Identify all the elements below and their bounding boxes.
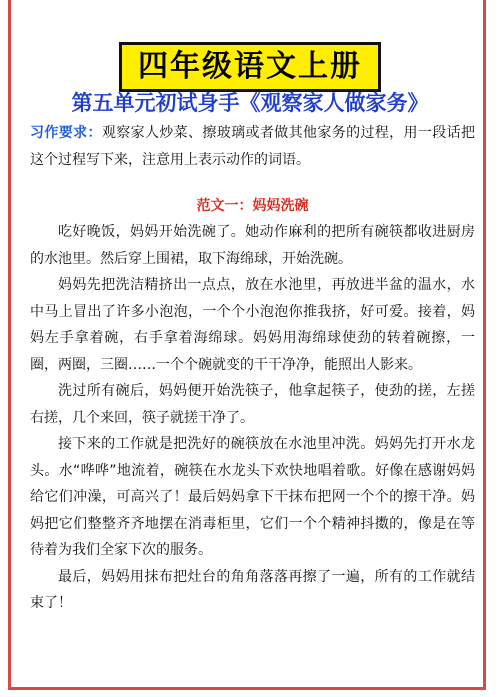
essay-paragraph-3: 洗过所有碗后，妈妈便开始洗筷子，他拿起筷子，使劲的搓，左搓右搓，几个来回，筷子就搓干净了。 — [30, 383, 475, 426]
article-content — [30, 120, 475, 617]
requirement-paragraph — [30, 120, 475, 173]
requirement-label: 习作要求： — [30, 125, 102, 141]
writing-requirement — [30, 120, 475, 173]
essay-paragraph-5: 最后，妈妈用抹布把灶台的角角落落再擦了一遍，所有的工作就结束了！ — [30, 568, 475, 611]
essay-paragraph-2: 妈妈先把洗洁精挤出一点点，放在水池里，再放进半盆的温水，水中马上冒出了许多小泡泡，一个个小泡泡你推我挤，好可爱。接着，妈妈左手拿着碗，右手拿着海绵球。妈妈用海绵球使劲的转着碗擦，一圈，两圈，三圈……一个个碗就变的干干净净，能照出人影来。 — [30, 277, 475, 373]
essay-paragraph-4: 接下来的工作就是把洗好的碗筷放在水池里冲洗。妈妈先打开水龙头。水“哗哗”地流着，碗筷在水龙头下欢快地唱着歌。好像在感谢妈妈给它们冲澡，可高兴了！最后妈妈拿下干抹布把网一个个的擦干净。妈妈把它们整整齐齐地摆在消毒柜里，它们一个个精神抖擞的，像是在等待着为我们全家下次的服务。 — [30, 436, 475, 558]
page-subtitle: 第五单元初试身手《观察家人做家务》 — [71, 90, 429, 115]
title-area — [0, 42, 500, 92]
requirement-text: 观察家人炒菜、擦玻璃或者做其他家务的过程，用一段话把这个过程写下来，注意用上表示动作的词语。 — [30, 125, 476, 168]
page-title: 四年级语文上册 — [119, 42, 381, 92]
essay-paragraph-1: 吃好晚饭，妈妈开始洗碗了。她动作麻利的把所有碗筷都收进厨房的水池里。然后穿上围裙，取下海绵球，开始洗碗。 — [30, 224, 475, 267]
sample-essay-title: 范文一：妈妈洗碗 — [196, 198, 309, 214]
